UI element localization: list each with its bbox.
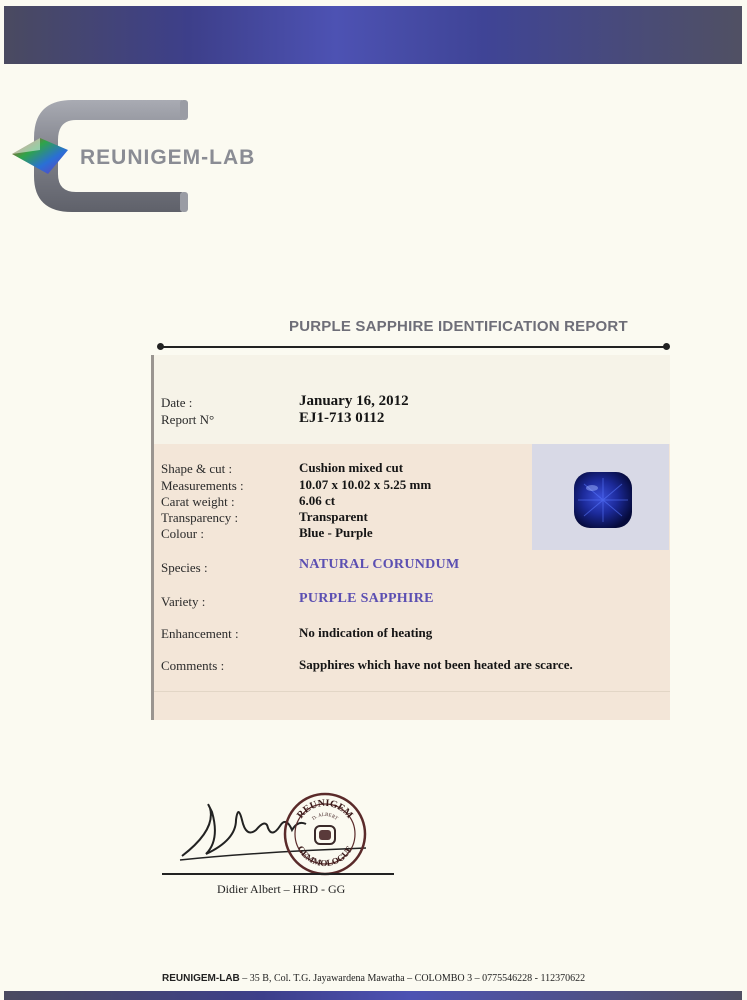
paper-fold-line bbox=[154, 691, 670, 692]
colour-label: Colour : bbox=[161, 526, 204, 541]
species-label: Species : bbox=[161, 560, 208, 575]
measurements-label: Measurements : bbox=[161, 478, 244, 493]
variety-label: Variety : bbox=[161, 594, 206, 609]
signature-rule bbox=[162, 873, 394, 875]
brand-name: REUNIGEM-LAB bbox=[80, 146, 256, 169]
footer-band bbox=[4, 991, 742, 1000]
variety-value: PURPLE SAPPHIRE bbox=[299, 591, 434, 606]
enhancement-value: No indication of heating bbox=[299, 625, 433, 640]
enhancement-label: Enhancement : bbox=[161, 626, 239, 641]
svg-text:REUNIGEM: REUNIGEM bbox=[295, 797, 355, 821]
date-value: January 16, 2012 bbox=[299, 393, 409, 409]
comments-value: Sapphires which have not been heated are scarce. bbox=[299, 657, 573, 672]
report-title: PURPLE SAPPHIRE IDENTIFICATION REPORT bbox=[289, 318, 628, 335]
shape-cut-value: Cushion mixed cut bbox=[299, 460, 404, 475]
date-label: Date : bbox=[161, 395, 193, 410]
panel-left-edge bbox=[151, 355, 154, 720]
sapphire-photo-icon bbox=[532, 444, 669, 550]
species-value: NATURAL CORUNDUM bbox=[299, 557, 460, 572]
gem-photo bbox=[532, 444, 669, 550]
report-header-panel bbox=[152, 355, 670, 445]
transparency-label: Transparency : bbox=[161, 510, 239, 525]
footer-address-text: – 35 B, Col. T.G. Jayawardena Mawatha – COLOMBO 3 – 0775546228 - 112370622 bbox=[239, 973, 586, 984]
report-number-label: Report N° bbox=[161, 412, 215, 427]
report-number-value: EJ1-713 0112 bbox=[299, 410, 385, 426]
carat-weight-value: 6.06 ct bbox=[299, 493, 336, 508]
svg-text:D. ALBERT: D. ALBERT bbox=[311, 812, 339, 822]
colour-value: Blue - Purple bbox=[299, 525, 373, 540]
signer-name: Didier Albert – HRD - GG bbox=[217, 882, 346, 896]
shape-cut-label: Shape & cut : bbox=[161, 461, 233, 476]
footer-address bbox=[162, 973, 585, 984]
title-rule-right-dot bbox=[663, 343, 670, 350]
carat-weight-label: Carat weight : bbox=[161, 494, 235, 509]
svg-text:GEMMOLOGUE: GEMMOLOGUE bbox=[295, 843, 355, 869]
seal-emblem-icon bbox=[283, 792, 367, 876]
measurements-value: 10.07 x 10.02 x 5.25 mm bbox=[299, 477, 432, 492]
header-band bbox=[4, 6, 742, 64]
gemmologue-seal bbox=[283, 792, 367, 876]
comments-label: Comments : bbox=[161, 658, 225, 673]
footer-brand: REUNIGEM-LAB bbox=[162, 973, 240, 984]
transparency-value: Transparent bbox=[299, 509, 368, 524]
title-rule bbox=[160, 346, 668, 348]
